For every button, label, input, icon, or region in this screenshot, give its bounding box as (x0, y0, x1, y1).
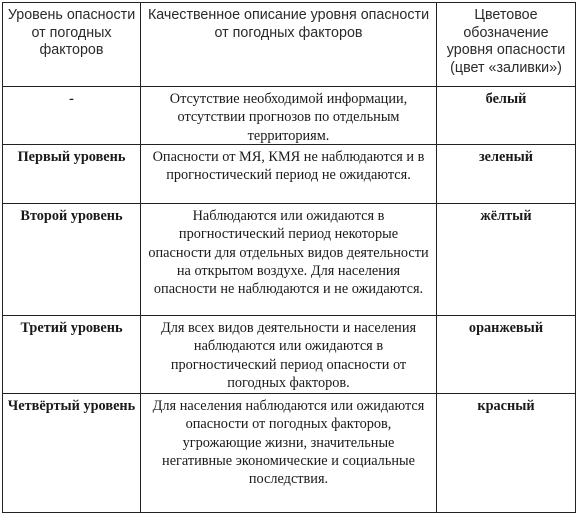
color-cell: жёлтый (480, 208, 532, 224)
level-cell: Второй уровень (3, 204, 141, 315)
header-level: Уровень опасности от погодных факторов (3, 3, 141, 86)
color-cell: белый (485, 91, 527, 107)
color-cell: оранжевый (468, 320, 544, 336)
description-cell: Для всех видов деятельности и населения наблюдаются или ожидаются в прогностический период опасности от погодных факторов. (141, 316, 437, 393)
description-cell: Отсутствие необходимой информации, отсутствии прогнозов по отдельным территориям. (141, 87, 437, 145)
table-row (3, 394, 575, 512)
level-cell: Четвёртый уровень (3, 394, 141, 512)
danger-levels-table (2, 2, 576, 513)
table-row (3, 316, 575, 394)
description-cell: Наблюдаются или ожидаются в прогностический период некоторые опасности для отдельных видов деятельности на открытом воздухе. Для населения опасности не наблюдаются и не ожидаются. (141, 204, 437, 315)
header-color: Цветовое обозначение уровня опасности (цвет «заливки») (446, 7, 566, 76)
level-cell: Третий уровень (3, 316, 141, 393)
table-row (3, 204, 575, 316)
table-row (3, 87, 575, 145)
description-cell: Опасности от МЯ, КМЯ не наблюдаются и в прогностический период не ожидаются. (141, 145, 437, 203)
color-cell: красный (477, 398, 535, 414)
table-row (3, 145, 575, 204)
level-cell: Первый уровень (3, 145, 141, 203)
table-header-row (3, 3, 575, 87)
level-cell: - (3, 87, 141, 145)
header-description: Качественное описание уровня опасности от погодных факторов (141, 3, 437, 86)
description-cell: Для населения наблюдаются или ожидаются опасности от погодных факторов, угрожающие жизни, значительные негативные экономические и социальные последствия. (141, 394, 437, 512)
color-cell: зеленый (478, 149, 534, 165)
